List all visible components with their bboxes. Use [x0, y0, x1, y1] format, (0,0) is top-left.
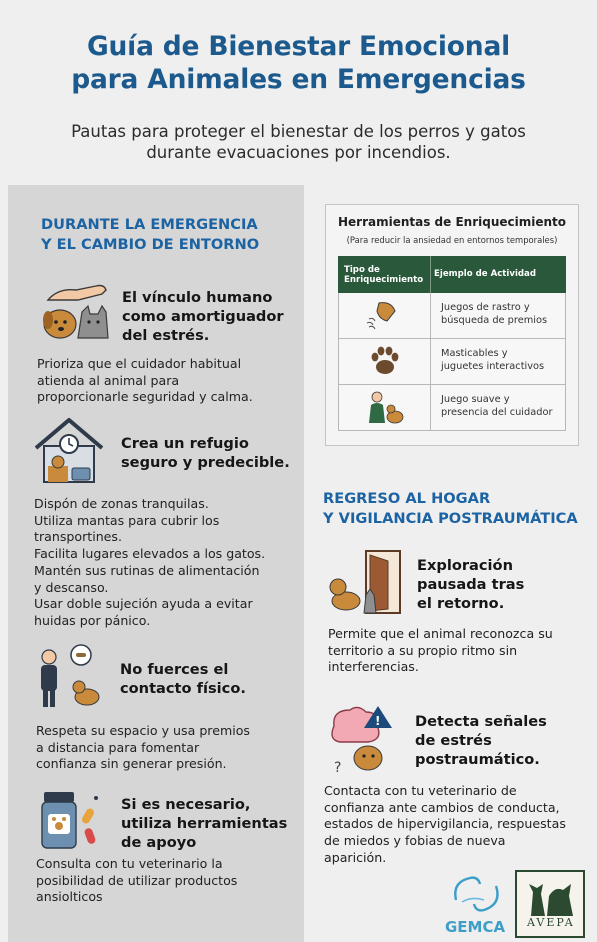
text-line: ansiolticos	[36, 889, 103, 905]
gemca-logo-text: GEMCA	[445, 918, 506, 936]
avepa-animals-icon	[517, 874, 583, 918]
text-line: y descanso.	[34, 579, 109, 595]
hand-pets-icon	[34, 278, 112, 346]
table-cell-text	[441, 301, 563, 327]
text-line: aparición.	[324, 849, 387, 865]
item-title-paced-exploration	[417, 556, 524, 613]
enrichment-table	[325, 204, 579, 446]
item-title-human-bond	[122, 288, 284, 345]
text-line: Mantén sus rutinas de alimentación	[34, 562, 260, 578]
text-line: de miedos y fobias de nueva	[324, 833, 506, 849]
section-heading-line: Y EL CAMBIO DE ENTORNO	[41, 236, 260, 253]
svg-text:?: ?	[334, 760, 342, 776]
item-text-stress-signs	[324, 783, 566, 867]
title-line: contacto físico.	[120, 680, 246, 697]
title-line: de apoyo	[121, 834, 197, 851]
text-line: proporcionarle seguridad y calma.	[37, 389, 253, 405]
table-header-example: Ejemplo de Actividad	[434, 269, 537, 279]
text-line: Prioriza que el cuidador habitual	[37, 356, 242, 371]
svg-text:!: !	[375, 714, 381, 728]
text-line: a distancia para fomentar	[36, 739, 200, 755]
header-line: Tipo de	[344, 265, 380, 275]
title-line: postraumático.	[415, 751, 540, 768]
page-title	[0, 30, 597, 96]
item-title-stress-signs	[415, 712, 547, 769]
title-line: utiliza herramientas	[121, 815, 288, 832]
avepa-logo	[515, 870, 585, 938]
item-text-no-force	[36, 723, 250, 773]
text-line: Utiliza mantas para cubrir los	[34, 512, 220, 528]
text-line: estados de hipervigilancia, respuestas	[324, 816, 566, 832]
title-line-2: para Animales en Emergencias	[71, 64, 526, 95]
item-title-support-tools	[121, 795, 287, 852]
text-line: territorio a su propio ritmo sin	[328, 642, 518, 658]
item-title-no-force	[120, 660, 246, 698]
title-line: el retorno.	[417, 595, 505, 612]
item-text-paced-exploration	[328, 626, 553, 676]
cell-line: presencia del cuidador	[441, 407, 553, 418]
title-line: del estrés.	[122, 327, 210, 344]
sniffing-treat-icon	[339, 293, 431, 338]
title-line: pausada tras	[417, 576, 525, 593]
title-line: de estrés	[415, 732, 492, 749]
header-line: Enriquecimiento	[344, 275, 424, 285]
text-line: Consulta con tu veterinario la	[36, 856, 223, 871]
section-heading-line: DURANTE LA EMERGENCIA	[41, 216, 258, 233]
text-line: Permite que el animal reconozca su	[328, 626, 553, 641]
title-line: No fuerces el	[120, 661, 229, 678]
text-line: Contacta con tu veterinario de	[324, 783, 517, 798]
text-line: atienda al animal para	[37, 372, 180, 388]
title-line: Crea un refugio	[121, 435, 249, 452]
cell-line: búsqueda de premios	[441, 315, 548, 326]
header-divider	[430, 256, 431, 293]
table-row	[338, 385, 566, 431]
brain-warning-icon	[324, 704, 404, 776]
page-subtitle	[0, 121, 597, 163]
medicine-jar-icon	[38, 788, 104, 852]
cell-line: Juego suave y	[441, 394, 510, 405]
table-cell-icon	[339, 293, 431, 338]
section-heading-return	[323, 489, 578, 529]
subtitle-line-2: durante evacuaciones por incendios.	[146, 143, 451, 162]
table-cell-text	[441, 393, 563, 419]
avepa-logo-text: AVEPA	[527, 916, 575, 929]
text-line: confianza ante cambios de conducta,	[324, 799, 560, 815]
table-row	[338, 339, 566, 385]
section-heading-emergency	[41, 215, 259, 255]
person-dog-treat-icon	[35, 643, 105, 711]
text-line: confianza sin generar presión.	[36, 756, 227, 772]
house-shelter-icon	[32, 416, 106, 486]
table-title: Herramientas de Enriquecimiento	[337, 215, 567, 229]
title-line: como amortiguador	[122, 308, 284, 325]
table-header	[338, 256, 566, 293]
text-line: Usar doble sujeción ayuda a evitar	[34, 596, 253, 612]
table-row	[338, 293, 566, 339]
title-line: seguro y predecible.	[121, 454, 290, 471]
text-line: transportines.	[34, 529, 122, 545]
item-text-human-bond	[37, 356, 253, 406]
title-line: Detecta señales	[415, 713, 547, 730]
person-dog-play-icon	[339, 385, 431, 430]
cell-line: Masticables y	[441, 348, 508, 359]
section-heading-line: Y VIGILANCIA POSTRAUMÁTICA	[323, 510, 578, 527]
title-line: El vínculo humano	[122, 289, 273, 306]
gemca-logo-icon	[448, 870, 504, 918]
table-header-type	[344, 265, 423, 285]
door-pets-icon	[324, 549, 406, 615]
section-heading-line: REGRESO AL HOGAR	[323, 490, 491, 507]
subtitle-line-1: Pautas para proteger el bienestar de los perros y gatos	[71, 122, 526, 141]
table-cell-icon	[339, 339, 431, 384]
text-line: interferencias.	[328, 659, 419, 675]
text-line: Dispón de zonas tranquilas.	[34, 496, 209, 511]
text-line: huidas por pánico.	[34, 612, 151, 628]
cell-line: Juegos de rastro y	[441, 302, 530, 313]
text-line: posibilidad de utilizar productos	[36, 872, 238, 888]
item-text-safe-shelter	[34, 496, 265, 630]
item-text-support-tools	[36, 856, 237, 906]
table-cell-icon	[339, 385, 431, 430]
title-line-1: Guía de Bienestar Emocional	[86, 31, 511, 62]
text-line: Facilita lugares elevados a los gatos.	[34, 546, 266, 562]
cell-line: juguetes interactivos	[441, 361, 545, 372]
text-line: Respeta su espacio y usa premios	[36, 723, 250, 738]
table-subtitle: (Para reducir la ansiedad en entornos temporales)	[346, 235, 558, 245]
item-title-safe-shelter	[121, 434, 290, 472]
paw-icon	[339, 339, 431, 384]
title-line: Exploración	[417, 557, 513, 574]
table-cell-text	[441, 347, 563, 373]
title-line: Si es necesario,	[121, 796, 251, 813]
